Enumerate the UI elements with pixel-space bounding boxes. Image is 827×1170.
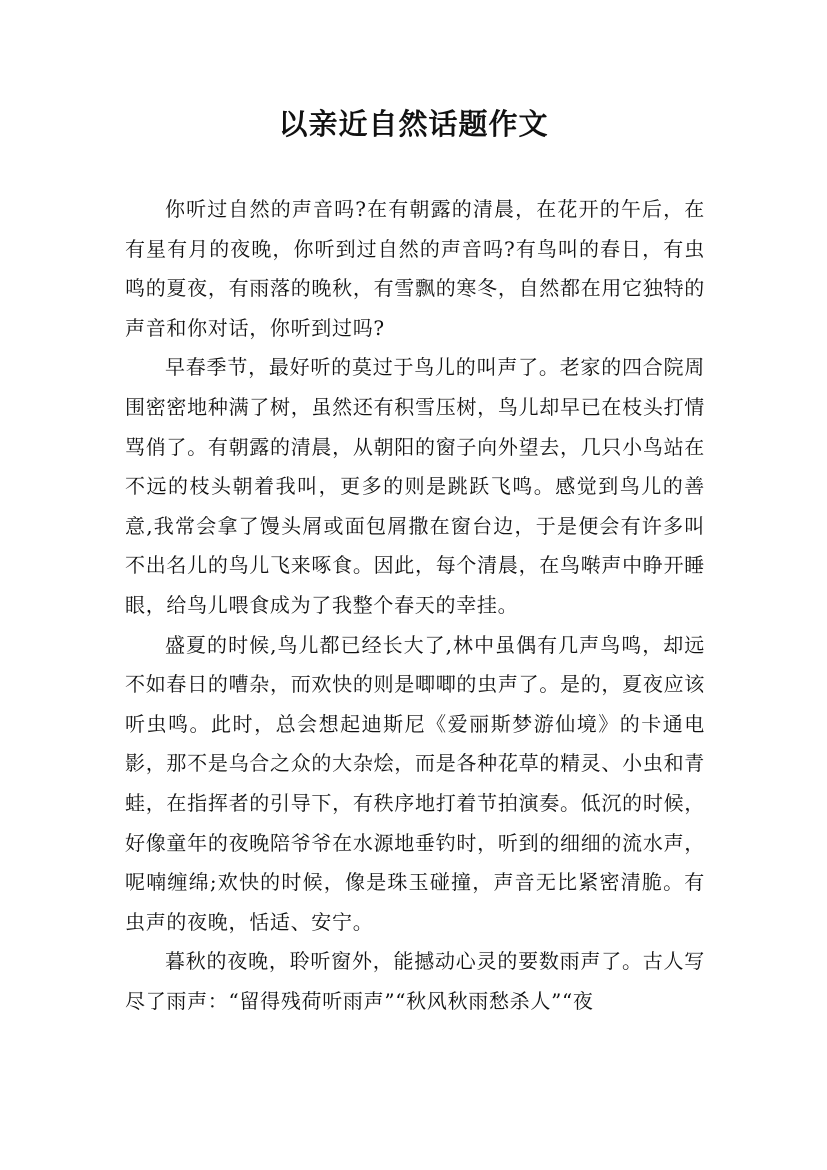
paragraph-3: 盛夏的时候,鸟儿都已经长大了,林中虽偶有几声鸟鸣，却远不如春日的嘈杂，而欢快的则是唧唧的虫声了。是的，夏夜应该听虫鸣。此时，总会想起迪斯尼《爱丽斯梦游仙境》的卡通电影，那不是乌合之众的大杂烩，而是各种花草的精灵、小虫和青蛙，在指挥者的引导下，有秩序地打着节拍演奏。低沉的时候，好像童年的夜晚陪爷爷在水源地垂钓时，听到的细细的流水声，呢喃缠绵;欢快的时候，像是珠玉碰撞，声音无比紧密清脆。有虫声的夜晚，恬适、安宁。	[125, 632, 705, 934]
paragraph-4: 暮秋的夜晚，聆听窗外，能撼动心灵的要数雨声了。古人写尽了雨声：“留得残荷听雨声”“秋风秋雨愁杀人”“夜	[125, 949, 705, 1013]
page-title: 以亲近自然话题作文	[278, 107, 549, 141]
paragraph-2: 早春季节，最好听的莫过于鸟儿的叫声了。老家的四合院周围密密地种满了树，虽然还有积雪压树，鸟儿却早已在枝头打情骂俏了。有朝露的清晨，从朝阳的窗子向外望去，几只小鸟站在不远的枝头朝着我叫，更多的则是跳跃飞鸣。感觉到鸟儿的善意,我常会拿了馒头屑或面包屑撒在窗台边，于是便会有许多叫不出名儿的鸟儿飞来啄食。因此，每个清晨，在鸟啭声中睁开睡眼，给鸟儿喂食成为了我整个春天的幸挂。	[125, 355, 705, 617]
document-body	[125, 190, 705, 1021]
paragraph-1: 你听过自然的声音吗?在有朝露的清晨，在花开的午后，在有星有月的夜晚，你听到过自然的声音吗?有鸟叫的春日，有虫鸣的夏夜，有雨落的晚秋，有雪飘的寒冬，自然都在用它独特的声音和你对话，你听到过吗?	[125, 197, 705, 340]
